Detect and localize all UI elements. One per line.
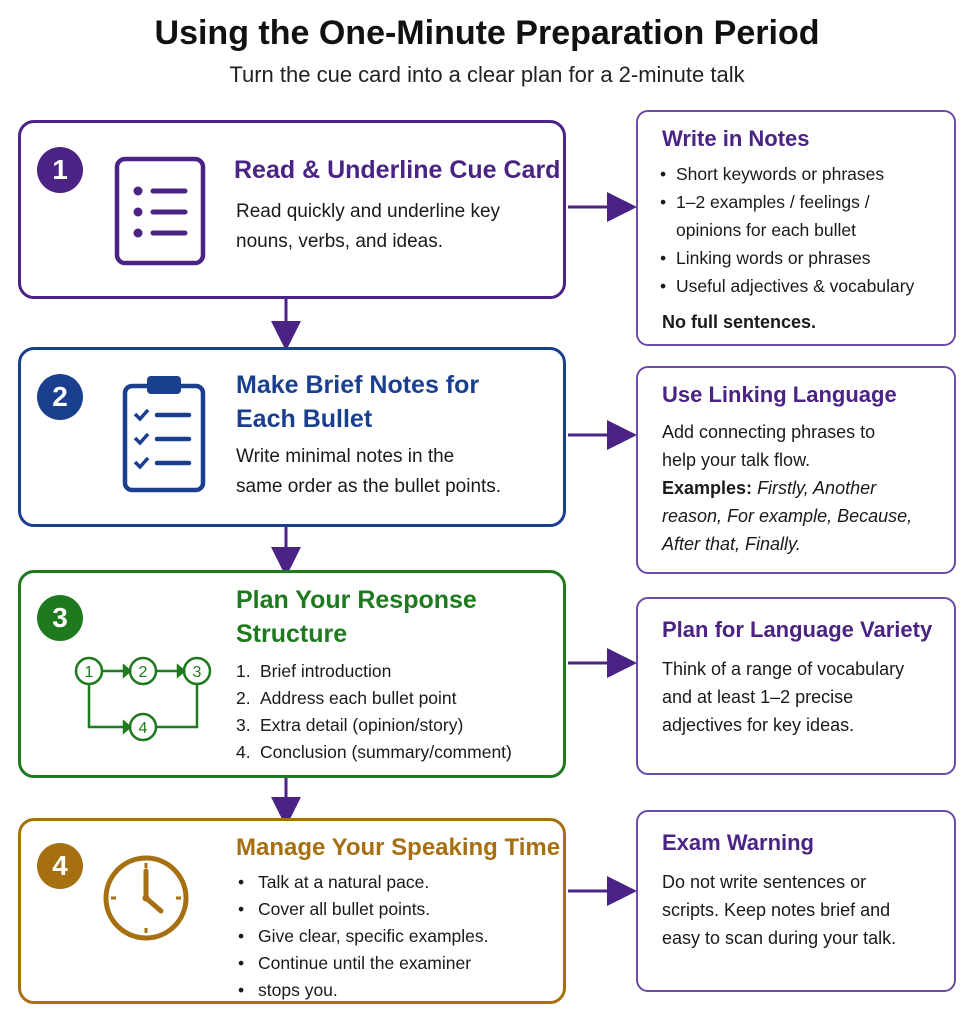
examples-text: reason, For example, Because, xyxy=(662,506,913,526)
list-item xyxy=(660,188,944,244)
step-3-card xyxy=(18,570,566,778)
list-item: • Give clear, specific examples. xyxy=(236,923,489,950)
flow-node-1: 1 xyxy=(84,664,94,681)
side-footer: No full sentences. xyxy=(662,312,817,332)
examples-text: Firstly, Another xyxy=(757,478,877,498)
step-2-title xyxy=(236,368,479,436)
side-body xyxy=(662,655,942,739)
step-number-badge: 1 xyxy=(37,147,83,193)
step-1-desc xyxy=(236,197,500,257)
desc-line: nouns, verbs, and ideas. xyxy=(236,231,444,252)
examples-line xyxy=(662,502,942,530)
step-2-desc xyxy=(236,442,501,502)
step-3-title xyxy=(236,583,477,651)
list-item xyxy=(236,739,512,766)
body-line: Do not write sentences or xyxy=(662,872,867,892)
body-line: help your talk flow. xyxy=(662,450,811,470)
examples-line xyxy=(662,530,942,558)
step-number-badge: 4 xyxy=(37,843,83,889)
item-text: opinions for each bullet xyxy=(676,220,856,240)
step-number-badge: 2 xyxy=(37,374,83,420)
examples-line xyxy=(662,474,942,502)
step-4-card xyxy=(18,818,566,1004)
title-line: Plan Your Response xyxy=(236,586,477,614)
clock-icon xyxy=(101,853,191,948)
item-number: 1. xyxy=(236,661,251,681)
list-item xyxy=(236,712,512,739)
flow-node-2: 2 xyxy=(138,664,148,681)
side-title: Write in Notes xyxy=(662,126,810,151)
list-item-continuation: • stops you. xyxy=(236,977,489,1004)
title-line: Make Brief Notes for xyxy=(236,371,480,399)
list-item: • Linking words or phrases xyxy=(660,244,944,272)
step-2-card xyxy=(18,347,566,527)
side-card-exam-warning xyxy=(636,810,956,992)
item-number: 4. xyxy=(236,742,251,762)
item-text: Address each bullet point xyxy=(260,688,457,708)
list-document-icon xyxy=(113,155,209,272)
title-line: Structure xyxy=(236,620,348,648)
flow-node-3: 3 xyxy=(192,664,202,681)
list-item: • Cover all bullet points. xyxy=(236,896,489,923)
desc-line: same order as the bullet points. xyxy=(236,476,502,497)
body-line: easy to scan during your talk. xyxy=(662,928,897,948)
body-line: Add connecting phrases to xyxy=(662,422,876,442)
structure-list xyxy=(236,658,512,766)
time-tips-list xyxy=(236,869,489,1004)
side-title: Plan for Language Variety xyxy=(662,617,933,642)
item-text: Conclusion (summary/comment) xyxy=(260,742,512,762)
title-line: Each Bullet xyxy=(236,405,373,433)
examples-text: After that, Finally. xyxy=(662,534,801,554)
step-4-title: Manage Your Speaking Time xyxy=(236,834,561,861)
side-card-write-in-notes xyxy=(636,110,956,346)
side-card-language-variety xyxy=(636,597,956,775)
page-title: Using the One-Minute Preparation Period xyxy=(154,14,820,52)
desc-line: Read quickly and underline key xyxy=(236,201,501,222)
list-item xyxy=(236,685,512,712)
list-item: • Continue until the examiner xyxy=(236,950,489,977)
notes-list xyxy=(660,160,944,300)
side-title: Exam Warning xyxy=(662,830,814,855)
desc-line: Write minimal notes in the xyxy=(236,446,455,467)
item-text: 1–2 examples / feelings / xyxy=(676,192,870,212)
step-number-badge: 3 xyxy=(37,595,83,641)
list-item: • Short keywords or phrases xyxy=(660,160,944,188)
body-line: adjectives for key ideas. xyxy=(662,715,855,735)
side-body xyxy=(662,868,942,952)
body-line: and at least 1–2 precise xyxy=(662,687,854,707)
side-card-linking-language xyxy=(636,366,956,574)
list-item: • Talk at a natural pace. xyxy=(236,869,489,896)
item-number: 3. xyxy=(236,715,251,735)
list-item: • Useful adjectives & vocabulary xyxy=(660,272,944,300)
side-body xyxy=(662,418,942,558)
examples-label: Examples: xyxy=(662,478,753,498)
list-item xyxy=(236,658,512,685)
step-1-card xyxy=(18,120,566,299)
side-title: Use Linking Language xyxy=(662,382,897,407)
body-line: Think of a range of vocabulary xyxy=(662,659,905,679)
step-1-title: Read & Underline Cue Card xyxy=(234,156,561,184)
clipboard-checklist-icon xyxy=(121,372,207,499)
item-text: Extra detail (opinion/story) xyxy=(260,715,464,735)
flow-diagram-icon xyxy=(73,653,223,748)
item-text: Brief introduction xyxy=(260,661,392,681)
body-line: scripts. Keep notes brief and xyxy=(662,900,891,920)
page-subtitle: Turn the cue card into a clear plan for a 2-minute talk xyxy=(229,62,745,87)
item-number: 2. xyxy=(236,688,251,708)
flow-node-4: 4 xyxy=(138,720,148,737)
